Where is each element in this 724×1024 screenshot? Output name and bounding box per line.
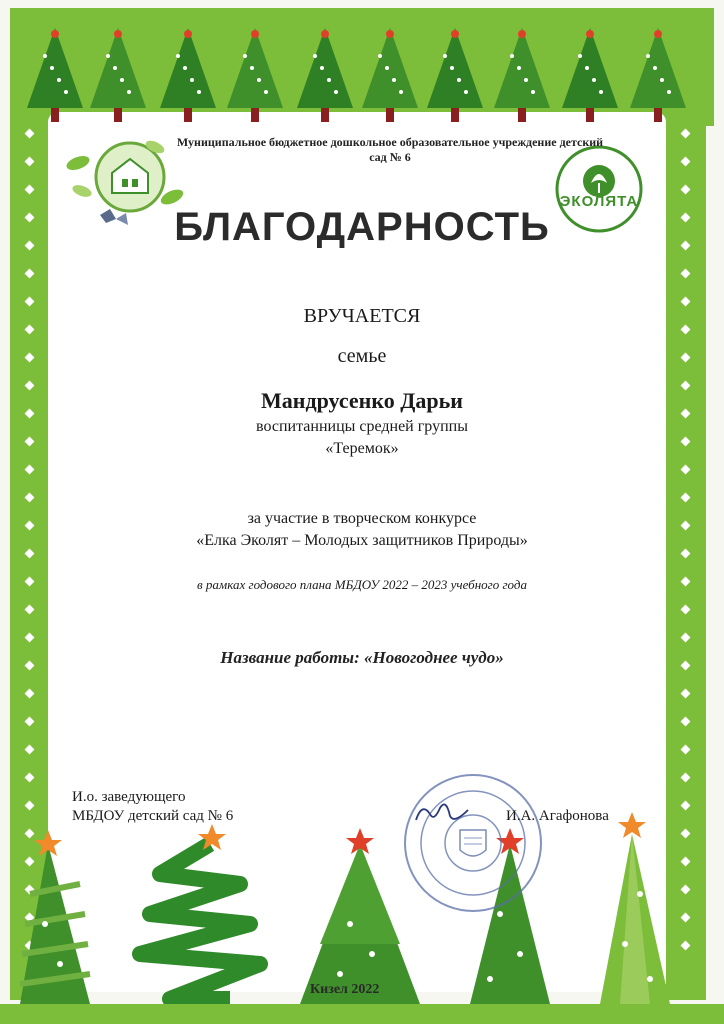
tree-sparkle <box>320 66 324 70</box>
border-diamond <box>25 269 35 279</box>
tree-sparkle <box>378 54 382 58</box>
border-diamond <box>681 465 691 475</box>
tree-sparkle <box>457 78 461 82</box>
tree-sparkle <box>510 54 514 58</box>
tree-sparkle <box>585 66 589 70</box>
border-diamond <box>681 689 691 699</box>
tree-trunk <box>114 108 122 122</box>
tree-sparkle <box>524 78 528 82</box>
tree-trunk <box>654 108 662 122</box>
tree-sparkle <box>176 54 180 58</box>
work-title: Название работы: «Новогоднее чудо» <box>220 648 504 667</box>
pupil-line: воспитанницы средней группы <box>256 418 468 435</box>
awarded-label: ВРУЧАЕТСЯ <box>303 305 421 327</box>
tree-sparkle <box>334 90 338 94</box>
top-tree <box>562 28 618 108</box>
tree-sparkle <box>43 54 47 58</box>
tree-sparkle <box>250 66 254 70</box>
tree-sparkle <box>243 54 247 58</box>
top-tree <box>160 28 216 108</box>
tree-star <box>386 30 394 38</box>
city-year: Кизел 2022 <box>310 982 380 997</box>
tree-sparkle <box>464 90 468 94</box>
tree-sparkle <box>599 90 603 94</box>
signer-role-line-2: МБДОУ детский сад № 6 <box>72 808 234 824</box>
tree-trunk <box>321 108 329 122</box>
tree-trunk <box>586 108 594 122</box>
border-diamond <box>25 689 35 699</box>
tree-sparkle <box>578 54 582 58</box>
border-diamond <box>681 549 691 559</box>
border-diamond <box>25 157 35 167</box>
certificate-title: БЛАГОДАРНОСТЬ <box>174 205 550 249</box>
border-diamond <box>681 717 691 727</box>
tree-sparkle <box>443 54 447 58</box>
tree-trunk <box>51 108 59 122</box>
plan-line: в рамках годового плана МБДОУ 2022 – 2023 учебного года <box>197 577 527 592</box>
tree-sparkle <box>57 78 61 82</box>
tree-star <box>451 30 459 38</box>
border-diamond <box>25 717 35 727</box>
border-diamond <box>681 493 691 503</box>
top-tree <box>427 28 483 108</box>
tree-sparkle <box>183 66 187 70</box>
border-diamond <box>681 633 691 643</box>
tree-trunk <box>386 108 394 122</box>
tree-sparkle <box>592 78 596 82</box>
tree-trunk <box>451 108 459 122</box>
tree-sparkle <box>264 90 268 94</box>
contest-name: «Елка Эколят – Молодых защитников Природы» <box>196 532 528 549</box>
official-stamp-icon <box>398 768 548 918</box>
tree-trunk <box>251 108 259 122</box>
tree-star <box>184 30 192 38</box>
tree-sparkle <box>127 90 131 94</box>
tree-star <box>114 30 122 38</box>
border-diamond <box>681 269 691 279</box>
tree-sparkle <box>120 78 124 82</box>
tree-sparkle <box>113 66 117 70</box>
border-diamond <box>681 185 691 195</box>
border-diamond <box>25 493 35 503</box>
recipient-name: Мандрусенко Дарьи <box>261 388 463 413</box>
tree-sparkle <box>313 54 317 58</box>
organization-name: Муниципальное бюджетное дошкольное образовательное учреждение детский сад № 6 <box>176 135 604 164</box>
tree-trunk <box>518 108 526 122</box>
top-tree <box>494 28 550 108</box>
tree-sparkle <box>399 90 403 94</box>
border-diamond <box>25 633 35 643</box>
top-tree <box>27 28 83 108</box>
tree-sparkle <box>531 90 535 94</box>
tree-sparkle <box>50 66 54 70</box>
tree-star <box>51 30 59 38</box>
border-diamond <box>25 745 35 755</box>
tree-sparkle <box>660 78 664 82</box>
top-tree <box>362 28 418 108</box>
border-diamond <box>25 129 35 139</box>
ekolyata-logo-text: ЭКОЛЯТА <box>559 193 639 210</box>
tree-sparkle <box>190 78 194 82</box>
tree-star <box>251 30 259 38</box>
tree-sparkle <box>385 66 389 70</box>
tree-star <box>321 30 329 38</box>
tree-sparkle <box>646 54 650 58</box>
signer-role <box>72 788 233 826</box>
tree-sparkle <box>327 78 331 82</box>
top-tree <box>227 28 283 108</box>
tree-sparkle <box>197 90 201 94</box>
participation-line: за участие в творческом конкурсе <box>247 510 477 527</box>
tree-star <box>586 30 594 38</box>
tree-sparkle <box>667 90 671 94</box>
border-diamond <box>25 549 35 559</box>
border-diamond <box>681 157 691 167</box>
border-diamond <box>25 773 35 783</box>
tree-star <box>518 30 526 38</box>
border-diamond <box>681 745 691 755</box>
signer-role-line-1: И.о. заведующего <box>72 789 186 805</box>
tree-sparkle <box>257 78 261 82</box>
tree-star <box>654 30 662 38</box>
signature-icon <box>412 800 472 828</box>
border-diamond <box>681 773 691 783</box>
family-label: семье <box>337 345 387 367</box>
tree-sparkle <box>653 66 657 70</box>
top-tree <box>630 28 686 108</box>
top-tree <box>90 28 146 108</box>
tree-sparkle <box>64 90 68 94</box>
signer-name: И.А. Агафонова <box>506 808 609 824</box>
top-tree <box>297 28 353 108</box>
tree-sparkle <box>106 54 110 58</box>
tree-sparkle <box>517 66 521 70</box>
border-diamond <box>25 605 35 615</box>
border-diamond <box>681 605 691 615</box>
border-diamond <box>681 129 691 139</box>
tree-sparkle <box>450 66 454 70</box>
tree-trunk <box>184 108 192 122</box>
group-name: «Теремок» <box>325 440 399 457</box>
border-diamond <box>25 185 35 195</box>
border-diamond <box>25 465 35 475</box>
tree-sparkle <box>392 78 396 82</box>
